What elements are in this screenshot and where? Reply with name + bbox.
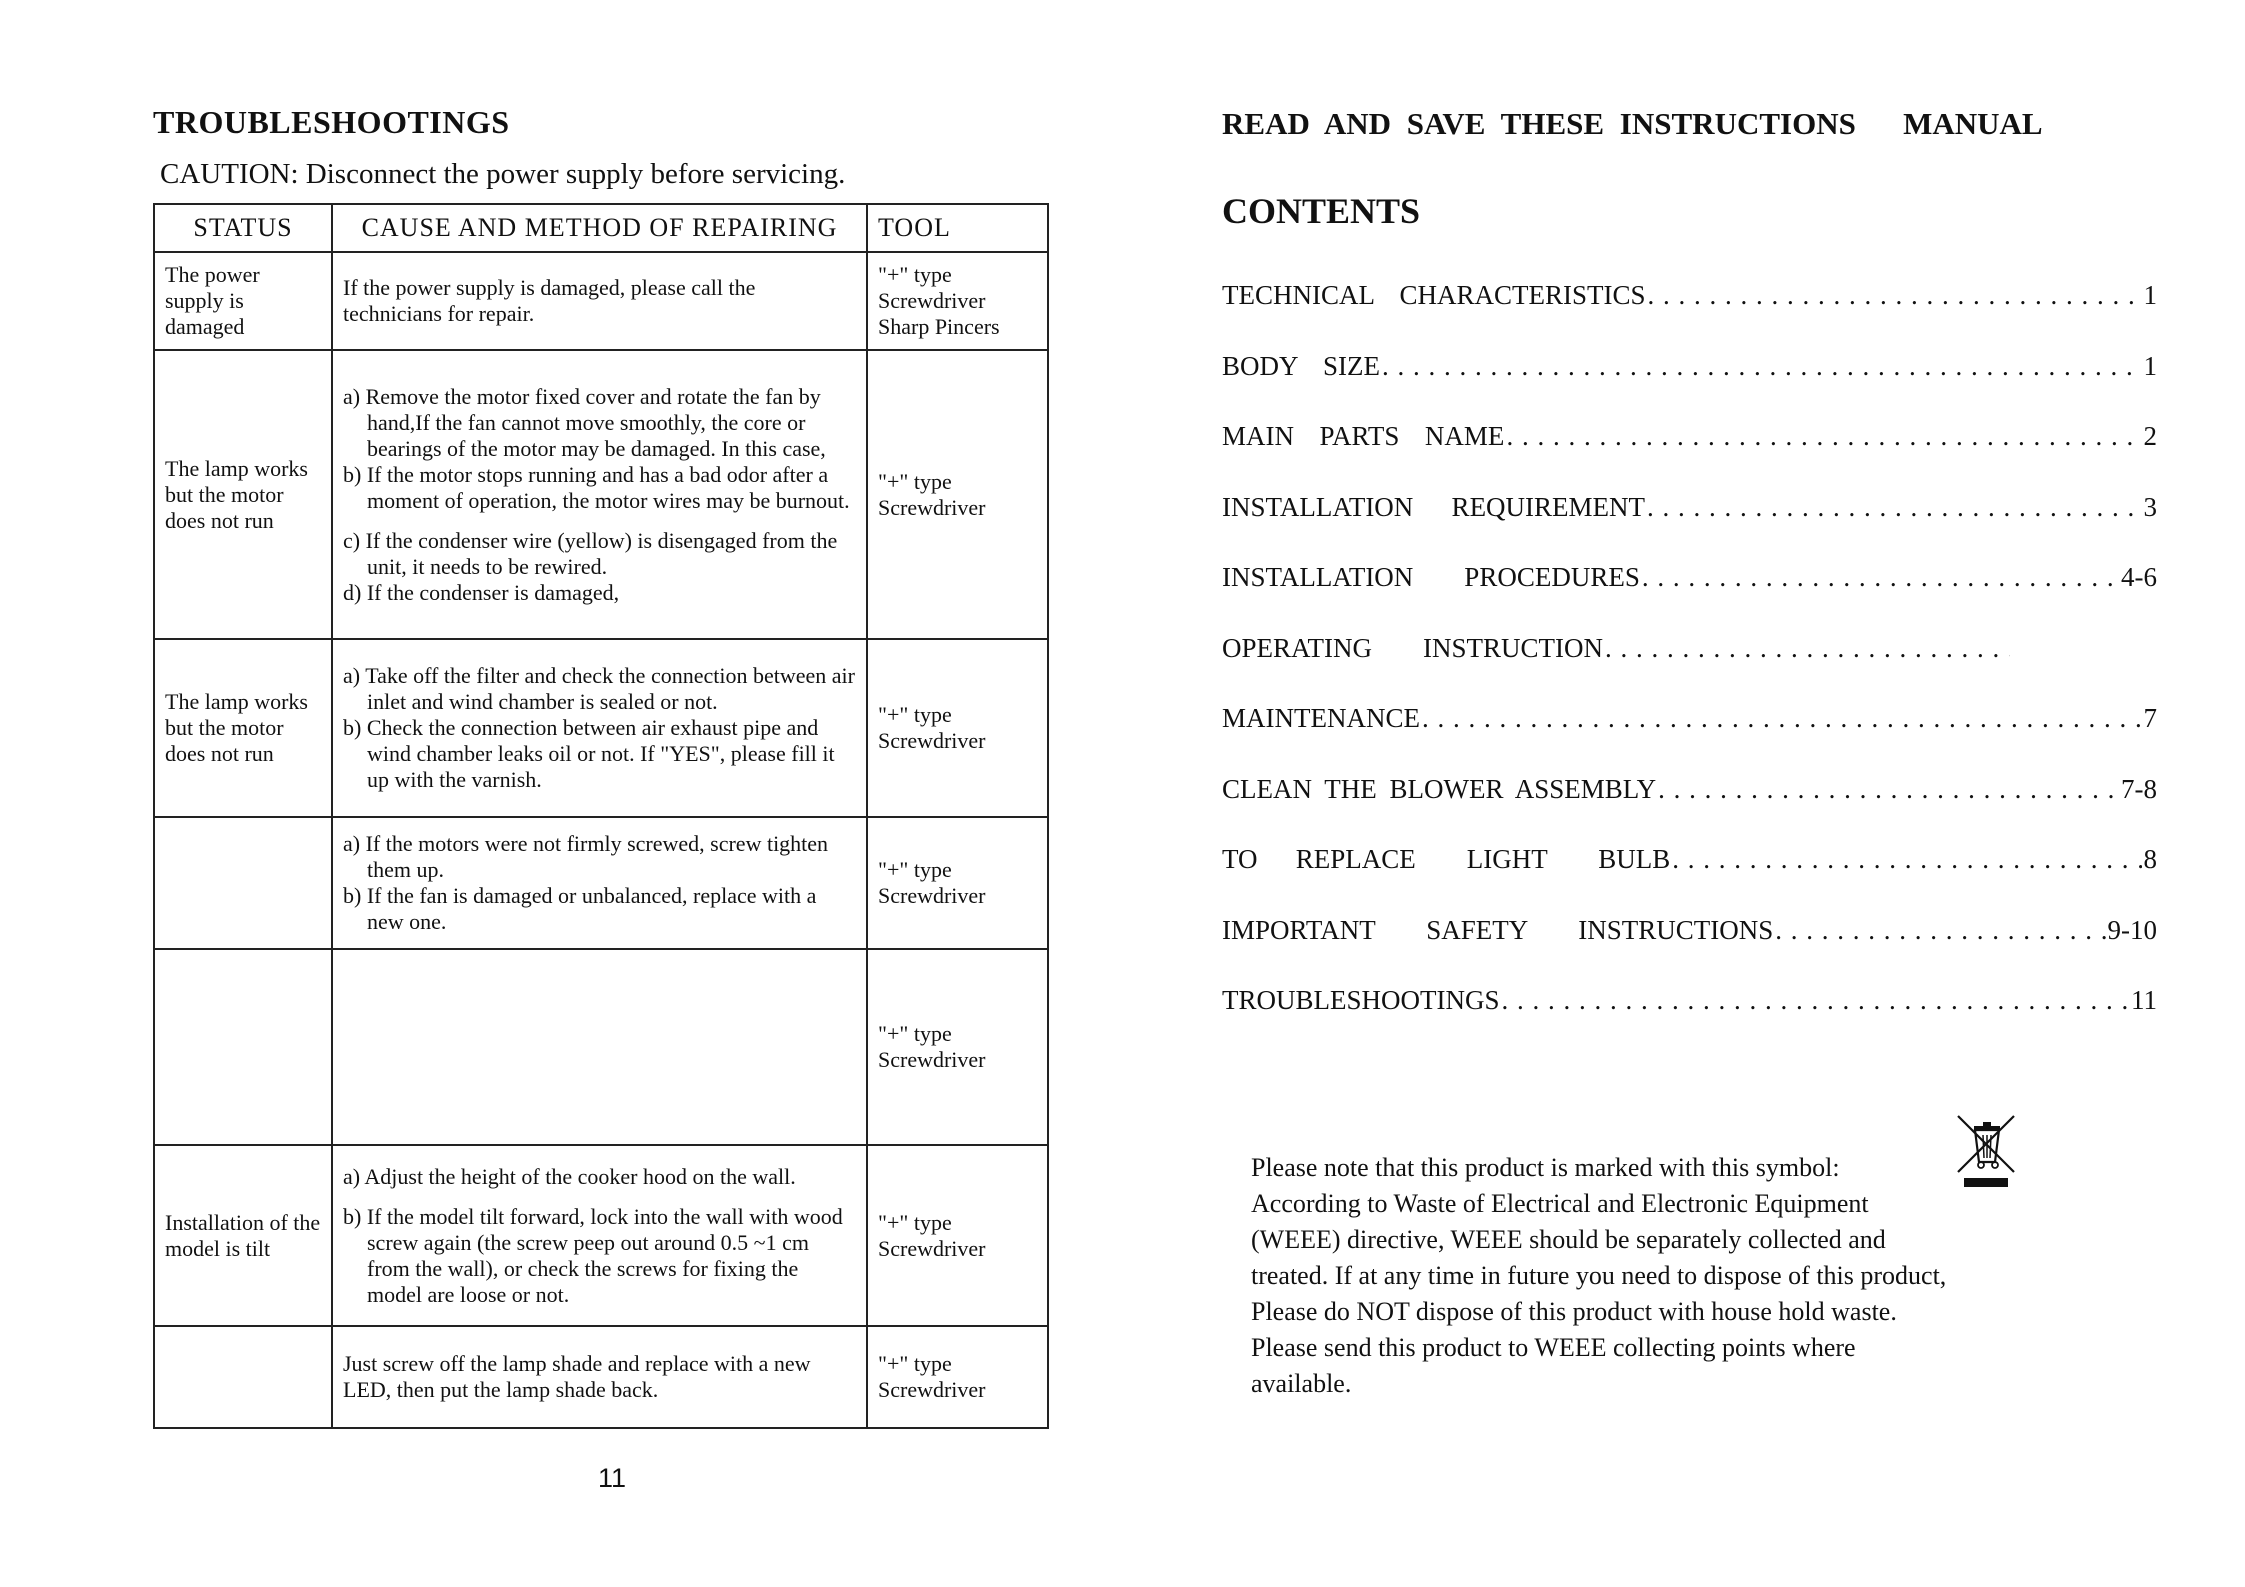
toc-label: INSTALLATION PROCEDURES xyxy=(1222,562,1640,592)
status-cell xyxy=(154,1326,332,1428)
toc-page: 8 xyxy=(2143,844,2157,874)
toc-item[interactable] xyxy=(1222,633,2012,704)
toc-page: 7-8 xyxy=(2121,773,2157,804)
toc-label: OPERATING INSTRUCTION xyxy=(1222,632,1603,663)
table-row xyxy=(154,1145,1048,1326)
toc-page: 3 xyxy=(2143,491,2157,522)
header-status: STATUS xyxy=(154,204,332,252)
cause-item: b) If the fan is damaged or unbalanced, replace with a new one. xyxy=(343,883,817,934)
cause-item: b) If the motor stops running and has a bad odor after a moment of operation, the motor wires may be burnout. xyxy=(343,461,850,513)
cause-item: b) If the model tilt forward, lock into the wall with wood screw again (the screw peep out around 0.5 ~1 cm from the wall), or check the screws for fixing the model are loose or not. xyxy=(343,1203,843,1307)
cause-cell xyxy=(332,1145,867,1326)
tool-cell: "+" type Screwdriver xyxy=(867,817,1048,949)
toc-page: 1 xyxy=(2143,350,2157,381)
cause-item: Just screw off the lamp shade and replace with a new LED, then put the lamp shade back. xyxy=(343,1351,811,1402)
toc-label: IMPORTANT SAFETY INSTRUCTIONS xyxy=(1222,914,1774,945)
toc-item[interactable] xyxy=(1222,421,2157,492)
header-tool: TOOL xyxy=(867,204,1048,252)
status-cell xyxy=(154,817,332,949)
manual-title: READ AND SAVE THESE INSTRUCTIONS MANUAL xyxy=(1222,106,2043,141)
status-cell: The power supply is damaged xyxy=(154,252,332,350)
cause-item: c) If the condenser wire (yellow) is disengaged from the unit, it needs to be rewired. xyxy=(343,527,838,579)
toc-item[interactable] xyxy=(1222,844,2157,915)
table-row xyxy=(154,639,1048,817)
toc-leader xyxy=(1605,633,2010,664)
toc-item[interactable] xyxy=(1222,562,2157,633)
toc-leader xyxy=(1658,774,2119,805)
cause-item: d) If the condenser is damaged, xyxy=(343,579,620,605)
toc-item[interactable] xyxy=(1222,915,2157,986)
toc-item[interactable] xyxy=(1222,703,2157,774)
cause-cell xyxy=(332,1326,867,1428)
toc-leader xyxy=(1382,351,2142,382)
toc-leader xyxy=(1648,280,2142,311)
toc-item[interactable] xyxy=(1222,351,2157,422)
status-cell: Installation of the model is tilt xyxy=(154,1145,332,1326)
weee-notice: Please note that this product is marked with this symbol: According to Waste of Electrical and Electronic Equipment (WEEE) directive, WEEE should be separately collected and treated. If at any time in future you need to dispose of this product, Please do NOT dispose of this product with house hold waste. Please send this product to WEEE collecting points where available. xyxy=(1251,1153,1947,1398)
toc-leader xyxy=(1502,985,2129,1016)
toc-label: CLEAN THE BLOWER ASSEMBLY xyxy=(1222,773,1657,804)
header-cause: CAUSE AND METHOD OF REPAIRING xyxy=(332,204,867,252)
table-row xyxy=(154,1326,1048,1428)
cause-item: a) Take off the filter and check the connection between air inlet and wind chamber is sealed or not. xyxy=(343,663,855,714)
toc-leader xyxy=(1642,562,2119,593)
cause-item: a) If the motors were not firmly screwed, screw tighten them up. xyxy=(343,831,829,882)
toc-item[interactable] xyxy=(1222,280,2157,351)
toc-page: 9-10 xyxy=(2107,914,2157,945)
tool-cell: "+" type Screwdriver xyxy=(867,1326,1048,1428)
table-of-contents xyxy=(1222,280,2157,1056)
right-page xyxy=(1122,0,2245,1587)
cause-item: b) Check the connection between air exhaust pipe and wind chamber leaks oil or not. If "YES", please fill it up with the varnish. xyxy=(343,715,835,792)
tool-cell: "+" type Screwdriver xyxy=(867,639,1048,817)
cause-cell xyxy=(332,350,867,639)
status-cell xyxy=(154,949,332,1145)
toc-label: TROUBLESHOOTINGS xyxy=(1222,985,1500,1015)
cause-cell xyxy=(332,252,867,350)
toc-item[interactable] xyxy=(1222,985,2157,1056)
tool-cell: "+" type Screwdriver xyxy=(867,350,1048,639)
toc-leader xyxy=(1422,703,2142,734)
toc-page: 2 xyxy=(2143,421,2157,451)
tool-cell: "+" type Screwdriver xyxy=(867,949,1048,1145)
cause-item: a) Remove the motor fixed cover and rotate the fan by hand,If the fan cannot move smoothly, the core or bearings of the motor may be damaged. In this case, xyxy=(343,383,826,461)
table-header-row xyxy=(154,204,1048,252)
table-row xyxy=(154,350,1048,639)
toc-leader xyxy=(1647,492,2141,523)
toc-label: MAIN PARTS NAME xyxy=(1222,421,1505,451)
toc-label: BODY SIZE xyxy=(1222,350,1380,381)
toc-page: 4-6 xyxy=(2121,562,2157,592)
caution-text: CAUTION: Disconnect the power supply before servicing. xyxy=(160,158,846,190)
left-page xyxy=(0,0,1122,1587)
status-cell: The lamp works but the motor does not run xyxy=(154,350,332,639)
table-row xyxy=(154,252,1048,350)
table-row xyxy=(154,817,1048,949)
troubleshooting-title: TROUBLESHOOTINGS xyxy=(153,104,510,140)
table-row xyxy=(154,949,1048,1145)
cause-cell xyxy=(332,949,867,1145)
tool-cell: "+" type Screwdriver xyxy=(867,1145,1048,1326)
toc-label: INSTALLATION REQUIREMENT xyxy=(1222,491,1646,522)
crossed-out-wheelie-bin-icon xyxy=(1952,1112,2022,1192)
toc-item[interactable] xyxy=(1222,774,2157,845)
cause-cell xyxy=(332,639,867,817)
toc-leader xyxy=(1506,421,2141,452)
page-number: 11 xyxy=(598,1463,627,1493)
toc-page: 11 xyxy=(2131,985,2157,1015)
cause-item: a) Adjust the height of the cooker hood on the wall. xyxy=(343,1163,796,1189)
contents-title: CONTENTS xyxy=(1222,191,1421,231)
toc-page: 7 xyxy=(2143,703,2157,733)
tool-cell: "+" type Screwdriver Sharp Pincers xyxy=(867,252,1048,350)
troubleshooting-table xyxy=(153,203,1049,1429)
toc-page: 1 xyxy=(2143,280,2157,310)
toc-leader xyxy=(1672,844,2141,875)
toc-label: TO REPLACE LIGHT BULB xyxy=(1222,844,1671,874)
cause-item: If the power supply is damaged, please call the technicians for repair. xyxy=(343,275,756,326)
toc-label: TECHNICAL CHARACTERISTICS xyxy=(1222,280,1646,310)
toc-leader xyxy=(1775,915,2105,946)
cause-cell xyxy=(332,817,867,949)
status-cell: The lamp works but the motor does not run xyxy=(154,639,332,817)
toc-item[interactable] xyxy=(1222,492,2157,563)
toc-label: MAINTENANCE xyxy=(1222,703,1420,733)
